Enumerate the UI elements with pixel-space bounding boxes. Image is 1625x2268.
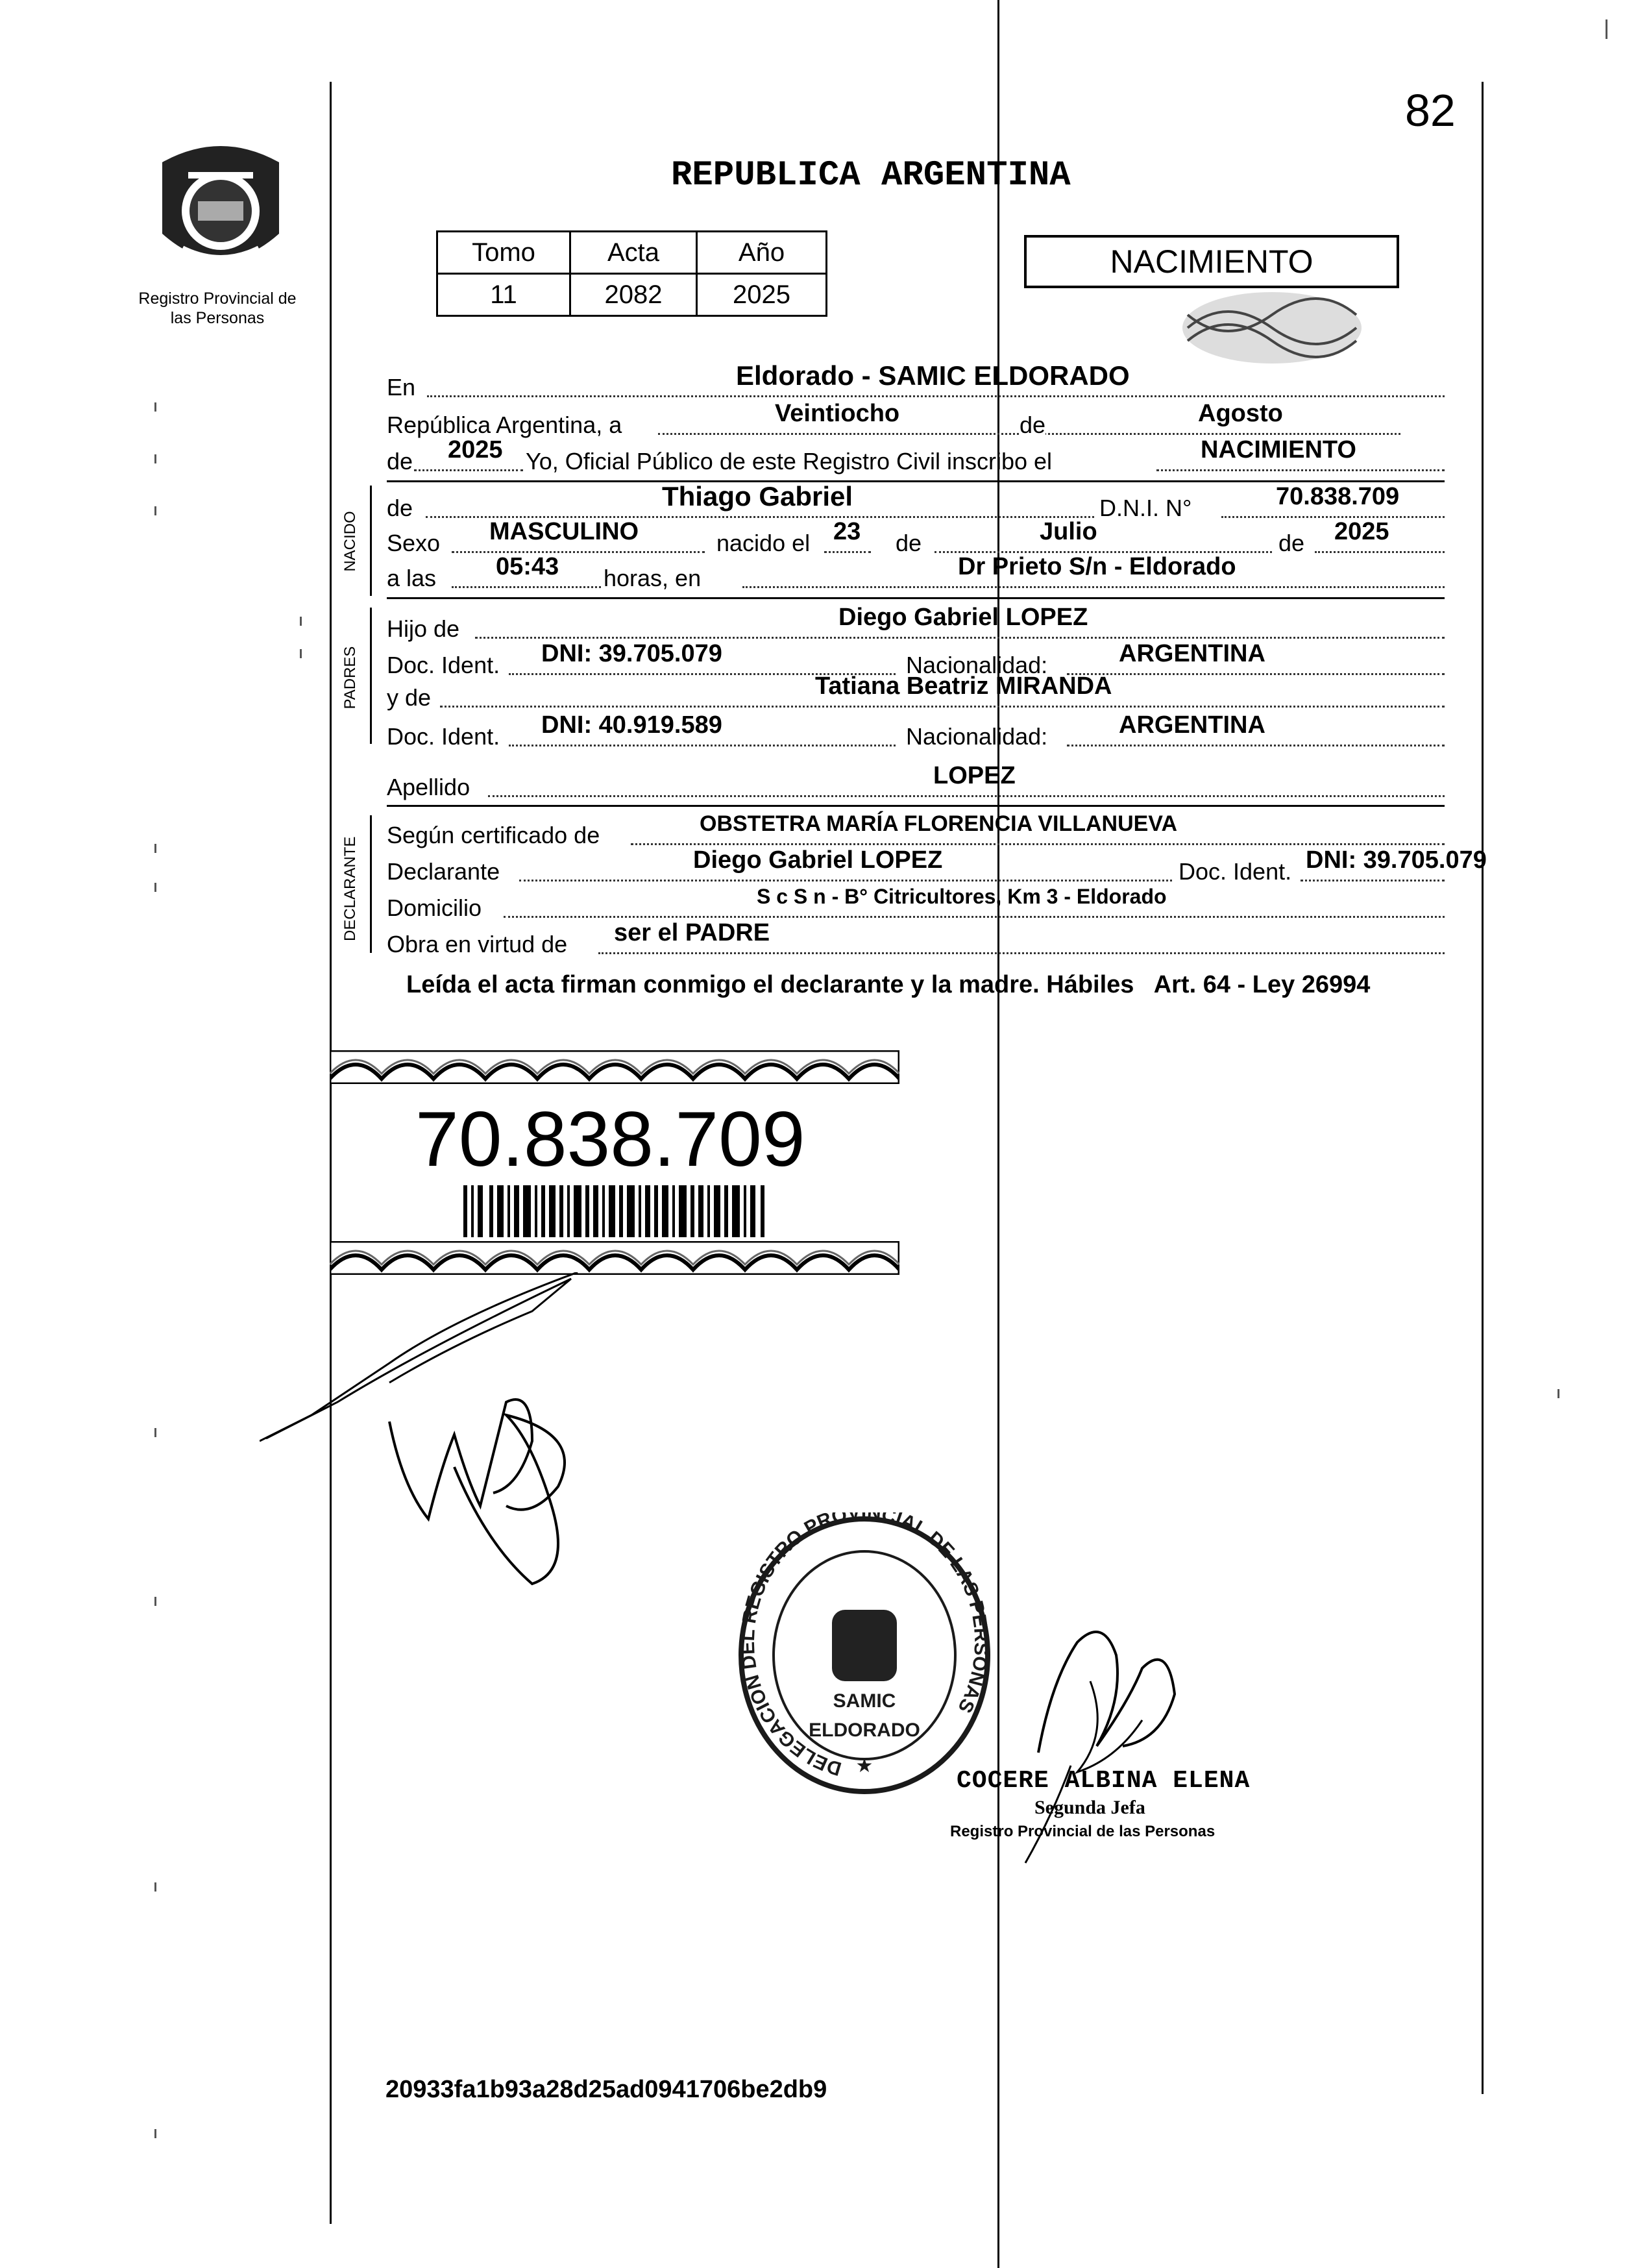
label-apellido: Apellido	[387, 774, 470, 800]
mother-doc: DNI: 40.919.589	[541, 711, 722, 739]
birth-day: 23	[833, 518, 861, 545]
row-inscribe	[387, 436, 1445, 479]
label-horas: horas, en	[604, 565, 702, 591]
record-type-box: NACIMIENTO	[1024, 235, 1399, 288]
child-sex: MASCULINO	[489, 518, 639, 545]
scan-mark	[300, 649, 302, 658]
table-cell: 2082	[570, 274, 697, 316]
row-mother-doc	[387, 711, 1445, 754]
label-de: de	[1020, 408, 1045, 443]
seal-caption: Registro Provincial de las Personas	[138, 290, 297, 327]
label-dni: D.N.I. N°	[1099, 495, 1192, 521]
declarant-name: Diego Gabriel LOPEZ	[693, 846, 943, 874]
section-label-declarante: DECLARANTE	[341, 836, 359, 941]
stamp-ring-text: DELEGACION DEL REGISTRO PROVINCIAL DE LAS PERSONAS	[737, 1512, 992, 1780]
table-header: Acta	[570, 232, 697, 274]
scan-mark	[154, 454, 156, 463]
stamp-inner-eldorado: ELDORADO	[809, 1719, 920, 1741]
security-band-top	[330, 1050, 899, 1084]
svg-text:★: ★	[855, 1755, 874, 1777]
label-alas: a las	[387, 565, 437, 591]
scan-mark	[154, 2129, 156, 2138]
page-title: REPUBLICA ARGENTINA	[671, 156, 1071, 195]
official-office: Registro Provincial de las Personas	[950, 1823, 1216, 1840]
father-doc: DNI: 39.705.079	[541, 640, 722, 667]
left-margin-line	[330, 82, 332, 2224]
scan-mark	[154, 506, 156, 515]
birth-place: Dr Prieto S/n - Eldorado	[958, 553, 1236, 580]
scan-mark	[154, 1428, 156, 1437]
label-de-2: de	[896, 530, 922, 556]
page-number: 82	[1405, 85, 1456, 136]
father-name: Diego Gabriel LOPEZ	[838, 604, 1088, 631]
label-en: En	[387, 374, 416, 401]
mother-name: Tatiana Beatriz MIRANDA	[815, 672, 1112, 700]
table-header: Tomo	[437, 232, 570, 274]
label-de-year: de	[387, 448, 413, 475]
birth-time: 05:43	[496, 553, 559, 580]
label-doc-mother: Doc. Ident.	[387, 723, 500, 750]
dni-number: 70.838.709	[415, 1096, 805, 1183]
oficial-text: Yo, Oficial Público de este Registro Civil inscribo el	[526, 448, 1053, 475]
act-month: Agosto	[1198, 400, 1283, 427]
document-hash: 20933fa1b93a28d25ad0941706be2db9	[385, 2076, 827, 2103]
fold-line	[997, 0, 999, 2268]
act-inscribe: NACIMIENTO	[1201, 436, 1356, 463]
mother-nationality: ARGENTINA	[1119, 711, 1265, 739]
scan-mark	[154, 844, 156, 853]
scan-mark	[154, 883, 156, 892]
scan-mark	[154, 1597, 156, 1606]
provincial-seal	[143, 136, 299, 286]
obra-reason: ser el PADRE	[614, 919, 770, 946]
right-margin-line	[1482, 82, 1484, 2094]
official-round-stamp	[735, 1512, 994, 1798]
birth-year: 2025	[1334, 518, 1389, 545]
row-nacido-time	[387, 553, 1445, 596]
child-name: Thiago Gabriel	[662, 481, 853, 512]
declarant-address: S c S n - B° Citricultores, Km 3 - Eldorado	[757, 885, 1167, 908]
official-name: COCERE ALBINA ELENA	[957, 1767, 1251, 1795]
label-hijo: Hijo de	[387, 615, 460, 642]
scan-mark	[154, 1882, 156, 1892]
row-domicilio	[387, 885, 1445, 926]
label-obra: Obra en virtud de	[387, 931, 568, 957]
registry-table	[436, 230, 827, 317]
label-doc-father: Doc. Ident.	[387, 652, 500, 678]
label-cert: Según certificado de	[387, 822, 600, 848]
certifier: OBSTETRA MARÍA FLORENCIA VILLANUEVA	[700, 811, 1178, 836]
stamp-inner-samic: SAMIC	[833, 1690, 896, 1712]
section-label-nacido: NACIDO	[341, 511, 359, 572]
declarant-doc: DNI: 39.705.079	[1306, 846, 1487, 874]
act-day: Veintiocho	[775, 400, 900, 427]
scan-mark	[1558, 1389, 1559, 1398]
label-yde: y de	[387, 684, 432, 711]
label-sexo: Sexo	[387, 530, 441, 556]
official-title: Segunda Jefa	[1034, 1797, 1145, 1818]
section-bar	[370, 486, 372, 596]
label-doc-declarant: Doc. Ident.	[1179, 858, 1292, 885]
birth-month: Julio	[1040, 518, 1097, 545]
surname: LOPEZ	[933, 762, 1016, 789]
row-obra	[387, 919, 1445, 962]
label-nac-mother: Nacionalidad:	[906, 723, 1048, 750]
label-republica: República Argentina, a	[387, 412, 622, 438]
act-place: Eldorado - SAMIC ELDORADO	[736, 360, 1130, 391]
table-cell: 2025	[697, 274, 827, 316]
section-bar	[370, 608, 372, 744]
scan-mark	[154, 402, 156, 412]
label-declarante: Declarante	[387, 858, 500, 885]
closing-text: Leída el acta firman conmigo el declarante y la madre. Hábiles Art. 64 - Ley 26994	[406, 971, 1371, 998]
label-de-3: de	[1278, 530, 1305, 556]
section-bar	[370, 815, 372, 953]
label-nacido-el: nacido el	[716, 530, 811, 556]
father-nationality: ARGENTINA	[1119, 640, 1265, 667]
scan-mark	[1606, 19, 1607, 39]
section-label-padres: PADRES	[341, 646, 359, 709]
label-de-name: de	[387, 495, 413, 521]
act-year: 2025	[448, 436, 503, 463]
row-apellido	[387, 762, 1445, 805]
child-dni: 70.838.709	[1276, 483, 1400, 510]
scan-mark	[300, 617, 302, 626]
label-domicilio: Domicilio	[387, 894, 482, 921]
row-place	[387, 360, 1445, 405]
table-header: Año	[697, 232, 827, 274]
divider	[387, 597, 1445, 599]
security-band-bottom	[330, 1241, 899, 1275]
label-nac-father: Nacionalidad:	[906, 652, 1048, 678]
table-cell: 11	[437, 274, 570, 316]
dni-barcode	[463, 1185, 768, 1237]
security-hologram	[1181, 289, 1363, 367]
